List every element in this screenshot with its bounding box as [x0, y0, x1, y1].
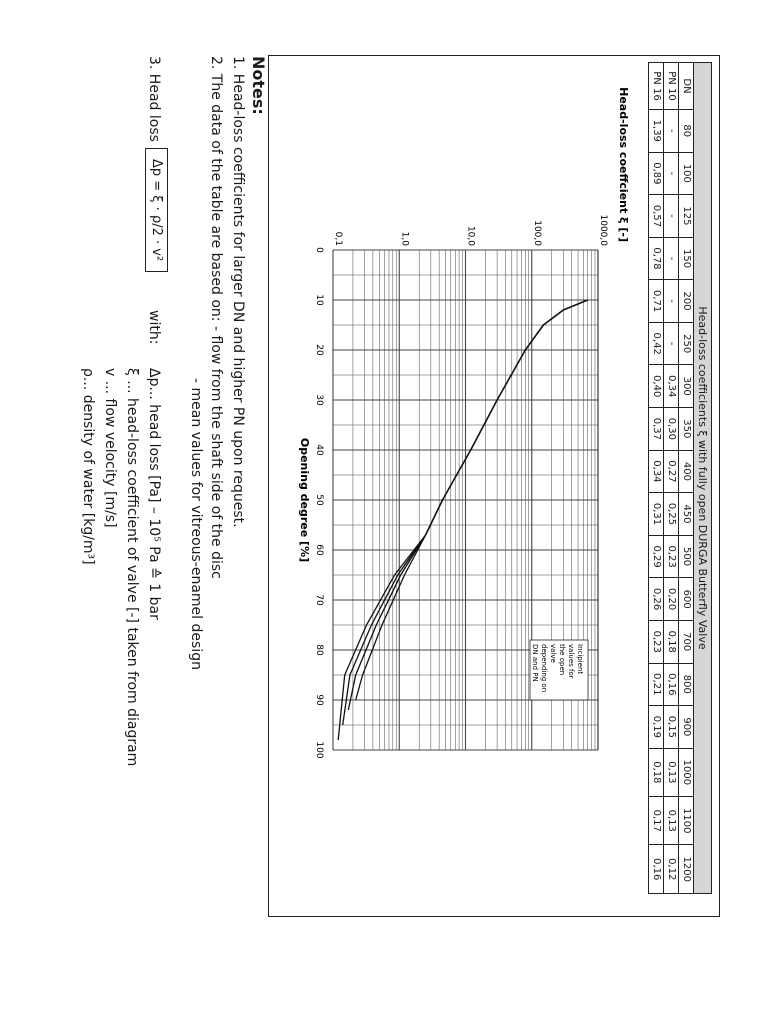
table-cell: -	[664, 237, 679, 280]
row-header: PN 10	[664, 63, 679, 110]
x-tick-label: 100	[314, 741, 324, 759]
table-cell: 0,27	[664, 450, 679, 493]
annotation-line: DN and PN	[531, 644, 539, 682]
table-cell: 0,15	[664, 706, 679, 749]
table-cell: 1200	[679, 845, 694, 894]
table-cell: 200	[679, 280, 694, 323]
row-header: DN	[679, 63, 694, 110]
x-axis-label: Opening degree [%]	[298, 437, 311, 563]
x-tick-label: 40	[314, 444, 324, 456]
table-cell: 400	[679, 450, 694, 493]
table-cell: 350	[679, 408, 694, 451]
table-cell: 125	[679, 195, 694, 238]
table-cell: 0,25	[664, 493, 679, 536]
y-tick-label: 10,0	[465, 225, 476, 246]
def-delta-p: Δp... head loss [Pa] – 10⁵ Pa ≙ 1 bar	[146, 368, 162, 620]
table-cell: 1100	[679, 797, 694, 845]
table-cell: 0,34	[664, 365, 679, 408]
table-cell: 0,30	[664, 408, 679, 451]
def-v: v ... flow velocity [m/s]	[102, 368, 118, 528]
incipient-curve	[338, 535, 425, 740]
table-cell: 0,18	[664, 620, 679, 663]
x-tick-label: 30	[314, 394, 324, 406]
note-3: 3. Head loss	[146, 56, 162, 142]
table-cell: 1,39	[649, 110, 664, 153]
table-cell: -	[664, 195, 679, 238]
x-tick-label: 70	[314, 594, 324, 606]
x-tick-label: 0	[314, 247, 324, 253]
table-cell: 1000	[679, 748, 694, 796]
table-cell: 0,17	[649, 797, 664, 845]
def-xi: ξ ... head-loss coefficient of valve [-] taken from diagram	[124, 368, 140, 767]
y-tick-label: 1,0	[399, 231, 410, 246]
table-cell: 0,23	[649, 620, 664, 663]
y-axis-label: Head-loss coeffcient ξ [-]	[617, 87, 630, 242]
notes-heading: Notes:	[249, 56, 268, 115]
def-rho: ρ... density of water [kg/m³]	[80, 368, 96, 565]
table-cell: 0,16	[649, 845, 664, 894]
table-cell: 150	[679, 237, 694, 280]
table-cell: -	[664, 322, 679, 365]
table-cell: 0,19	[649, 706, 664, 749]
table-cell: -	[664, 152, 679, 195]
table-cell: 0,40	[649, 365, 664, 408]
table-cell: -	[664, 280, 679, 323]
table-cell: 0,23	[664, 535, 679, 578]
table-cell: 0,89	[649, 152, 664, 195]
table-cell: 0,34	[649, 450, 664, 493]
table-cell: 250	[679, 322, 694, 365]
table-title: Head-loss coefficients ξ with fully open DURGA Butterfly Valve	[694, 62, 712, 894]
row-header: PN 16	[649, 63, 664, 110]
annotation-line: depending on	[540, 644, 548, 693]
table-cell: 0,29	[649, 535, 664, 578]
table-cell: 100	[679, 152, 694, 195]
table-cell: 0,37	[649, 408, 664, 451]
note-2: 2. The data of the table are based on: - flow from the shaft side of the disc	[208, 56, 224, 579]
table-cell: -	[664, 110, 679, 153]
table-cell: 0,78	[649, 237, 664, 280]
table-cell: 0,20	[664, 578, 679, 621]
note-1: 1. Head-loss coefficients for larger DN and higher PN upon request.	[230, 56, 246, 528]
annotation-line: Incipient	[576, 644, 584, 675]
table-cell: 700	[679, 620, 694, 663]
table-cell: 0,16	[664, 663, 679, 706]
y-tick-label: 100,0	[531, 220, 542, 246]
y-tick-label: 1000,0	[598, 214, 608, 246]
table-cell: 0,13	[664, 797, 679, 845]
x-tick-label: 90	[314, 694, 324, 706]
table-cell: 0,42	[649, 322, 664, 365]
table-cell: 800	[679, 663, 694, 706]
x-tick-label: 60	[314, 544, 324, 556]
table-cell: 900	[679, 706, 694, 749]
table-cell: 600	[679, 578, 694, 621]
table-cell: 0,57	[649, 195, 664, 238]
with-label: with:	[146, 310, 162, 345]
note-2-b: - mean values for vitreous-enamel design	[188, 378, 204, 670]
annotation-line: the open	[558, 644, 566, 676]
table-cell: 0,13	[664, 748, 679, 796]
y-tick-label: 0,1	[333, 231, 343, 246]
table-cell: 500	[679, 535, 694, 578]
x-tick-label: 10	[314, 294, 324, 306]
x-tick-label: 50	[314, 494, 324, 506]
table-cell: 450	[679, 493, 694, 536]
incipient-curve	[343, 535, 426, 725]
notes-section	[8, 56, 268, 996]
table-cell: 0,18	[649, 748, 664, 796]
table-cell: 0,71	[649, 280, 664, 323]
table-cell: 80	[679, 110, 694, 153]
annotation-line: valve	[549, 644, 557, 663]
table-cell: 0,21	[649, 663, 664, 706]
head-loss-formula: Δp = ξ · ρ/2 · v²	[145, 148, 168, 272]
table-cell: 300	[679, 365, 694, 408]
x-tick-label: 80	[314, 644, 324, 656]
table-cell: 0,12	[664, 845, 679, 894]
annotation-line: values for	[567, 644, 575, 679]
x-tick-label: 20	[314, 344, 324, 356]
table-cell: 0,26	[649, 578, 664, 621]
table-cell: 0,31	[649, 493, 664, 536]
